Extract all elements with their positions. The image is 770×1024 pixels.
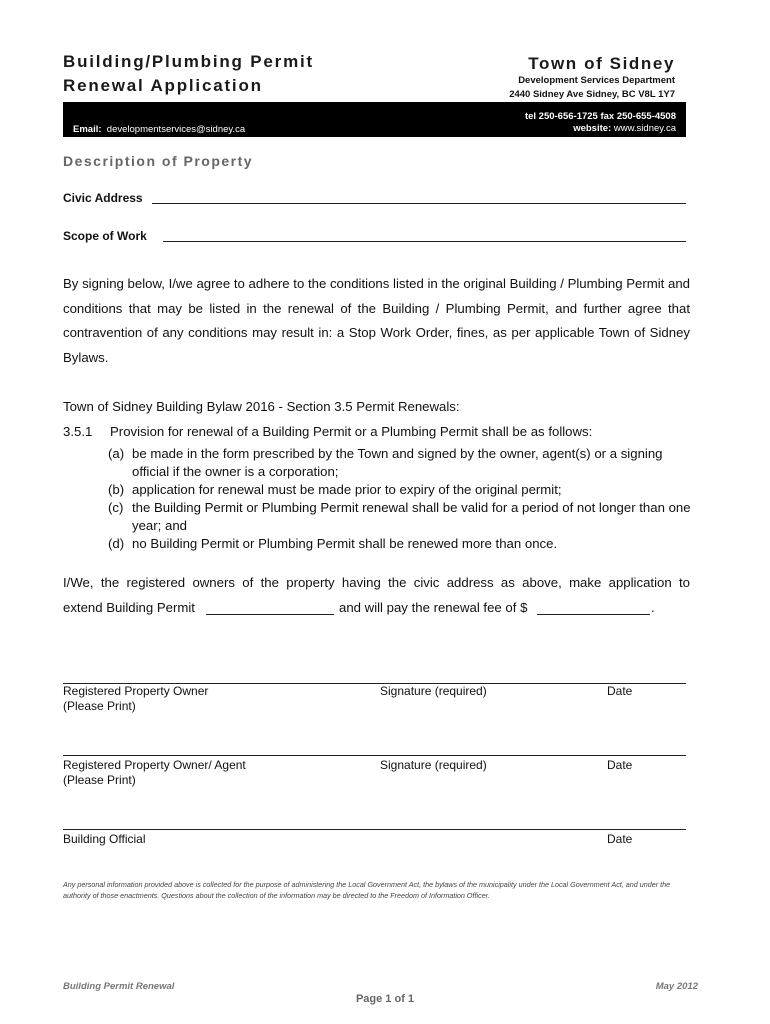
- signature-line-2[interactable]: [63, 755, 686, 756]
- title-line-1: Building/Plumbing Permit: [63, 52, 314, 71]
- section-title-property: Description of Property: [63, 153, 254, 169]
- email-link[interactable]: developmentservices@sidney.ca: [106, 124, 246, 135]
- footer-right: May 2012: [655, 981, 698, 992]
- permit-number-field[interactable]: [206, 614, 334, 615]
- date-label: Date: [607, 832, 633, 846]
- date-label: Date: [607, 758, 633, 772]
- privacy-footnote: Any personal information provided above is collected for the purpose of administering the Local Government Act, the bylaws of the municipality under the Local Government Act, and under the authority of those enactments. Questions about the collection of the information may be directed to the Freedom of Information Officer.: [63, 880, 671, 900]
- civic-address-field[interactable]: [152, 203, 686, 204]
- email-label: Email:: [73, 124, 102, 135]
- bylaw-item-d: [108, 535, 693, 553]
- bylaw-item-a: [108, 445, 693, 480]
- owner-label: Registered Property Owner: [63, 684, 209, 698]
- renewal-fee-label: and will pay the renewal fee of $: [339, 600, 528, 615]
- bylaw-item-text: no Building Permit or Plumbing Permit shall be renewed more than once.: [132, 536, 558, 551]
- application-line-1: I/We, the registered owners of the property having the civic address as above, make application to: [63, 575, 690, 590]
- signature-line-3[interactable]: [63, 829, 686, 830]
- signature-required-label: Signature (required): [380, 758, 487, 772]
- phone-fax: tel 250-656-1725 fax 250-655-4508: [524, 111, 676, 122]
- signature-required-label: Signature (required): [380, 684, 487, 698]
- bylaw-item-c: [108, 499, 693, 534]
- bylaw-item-text: be made in the form prescribed by the Town and signed by the owner, agent(s) or a signing official if the owner is a corporation;: [132, 446, 663, 479]
- bylaw-heading: Town of Sidney Building Bylaw 2016 - Section 3.5 Permit Renewals:: [63, 399, 460, 414]
- contact-info: [525, 111, 676, 135]
- town-name: Town of Sidney: [528, 54, 675, 73]
- bylaw-item-text: application for renewal must be made prior to expiry of the original permit;: [132, 482, 562, 497]
- bylaw-item-letter: (d): [108, 536, 125, 551]
- application-line-2: [63, 600, 195, 615]
- email-line: [73, 124, 245, 135]
- website-label: website:: [573, 123, 612, 134]
- website-link[interactable]: www.sidney.ca: [613, 123, 676, 134]
- civic-address-label: Civic Address: [63, 191, 143, 205]
- bylaw-section-number: 3.5.1: [63, 424, 93, 439]
- please-print-label: (Please Print): [63, 773, 136, 787]
- document-title: [63, 50, 314, 98]
- bylaw-item-text: the Building Permit or Plumbing Permit renewal shall be valid for a period of not longer than one year; and: [132, 500, 691, 533]
- page-number: Page 1 of 1: [355, 993, 415, 1005]
- bylaw-item-letter: (a): [108, 446, 125, 461]
- building-official-label: Building Official: [63, 832, 146, 846]
- agent-label: Registered Property Owner/ Agent: [63, 758, 246, 772]
- department-block: [509, 74, 675, 102]
- bylaw-section-text: Provision for renewal of a Building Permit or a Plumbing Permit shall be as follows:: [110, 424, 593, 439]
- scope-of-work-field[interactable]: [163, 241, 686, 242]
- date-label: Date: [607, 684, 633, 698]
- footer-left: Building Permit Renewal: [63, 981, 175, 992]
- department-address: 2440 Sidney Ave Sidney, BC V8L 1Y7: [509, 89, 675, 100]
- department-name: Development Services Department: [518, 75, 675, 86]
- title-line-2: Renewal Application: [63, 76, 263, 95]
- bylaw-item-letter: (b): [108, 482, 125, 497]
- agreement-paragraph: By signing below, I/we agree to adhere to the conditions listed in the original Building / Plumbing Permit and conditions that may be listed in the renewal of the Building / Plumbing Permit, and further agree that contravention of any conditions may result in: a Stop Work Order, fines, as per applicable Town of Sidney Bylaws.: [63, 276, 690, 365]
- owner-print-label: [63, 684, 208, 714]
- please-print-label: (Please Print): [63, 699, 136, 713]
- agent-print-label: [63, 758, 246, 788]
- period-mark: .: [651, 600, 655, 615]
- contact-bar: [63, 102, 686, 137]
- extend-permit-label: extend Building Permit: [63, 600, 195, 615]
- scope-of-work-label: Scope of Work: [63, 229, 147, 243]
- bylaw-item-b: [108, 481, 693, 499]
- renewal-fee-field[interactable]: [537, 614, 650, 615]
- bylaw-item-letter: (c): [108, 500, 124, 515]
